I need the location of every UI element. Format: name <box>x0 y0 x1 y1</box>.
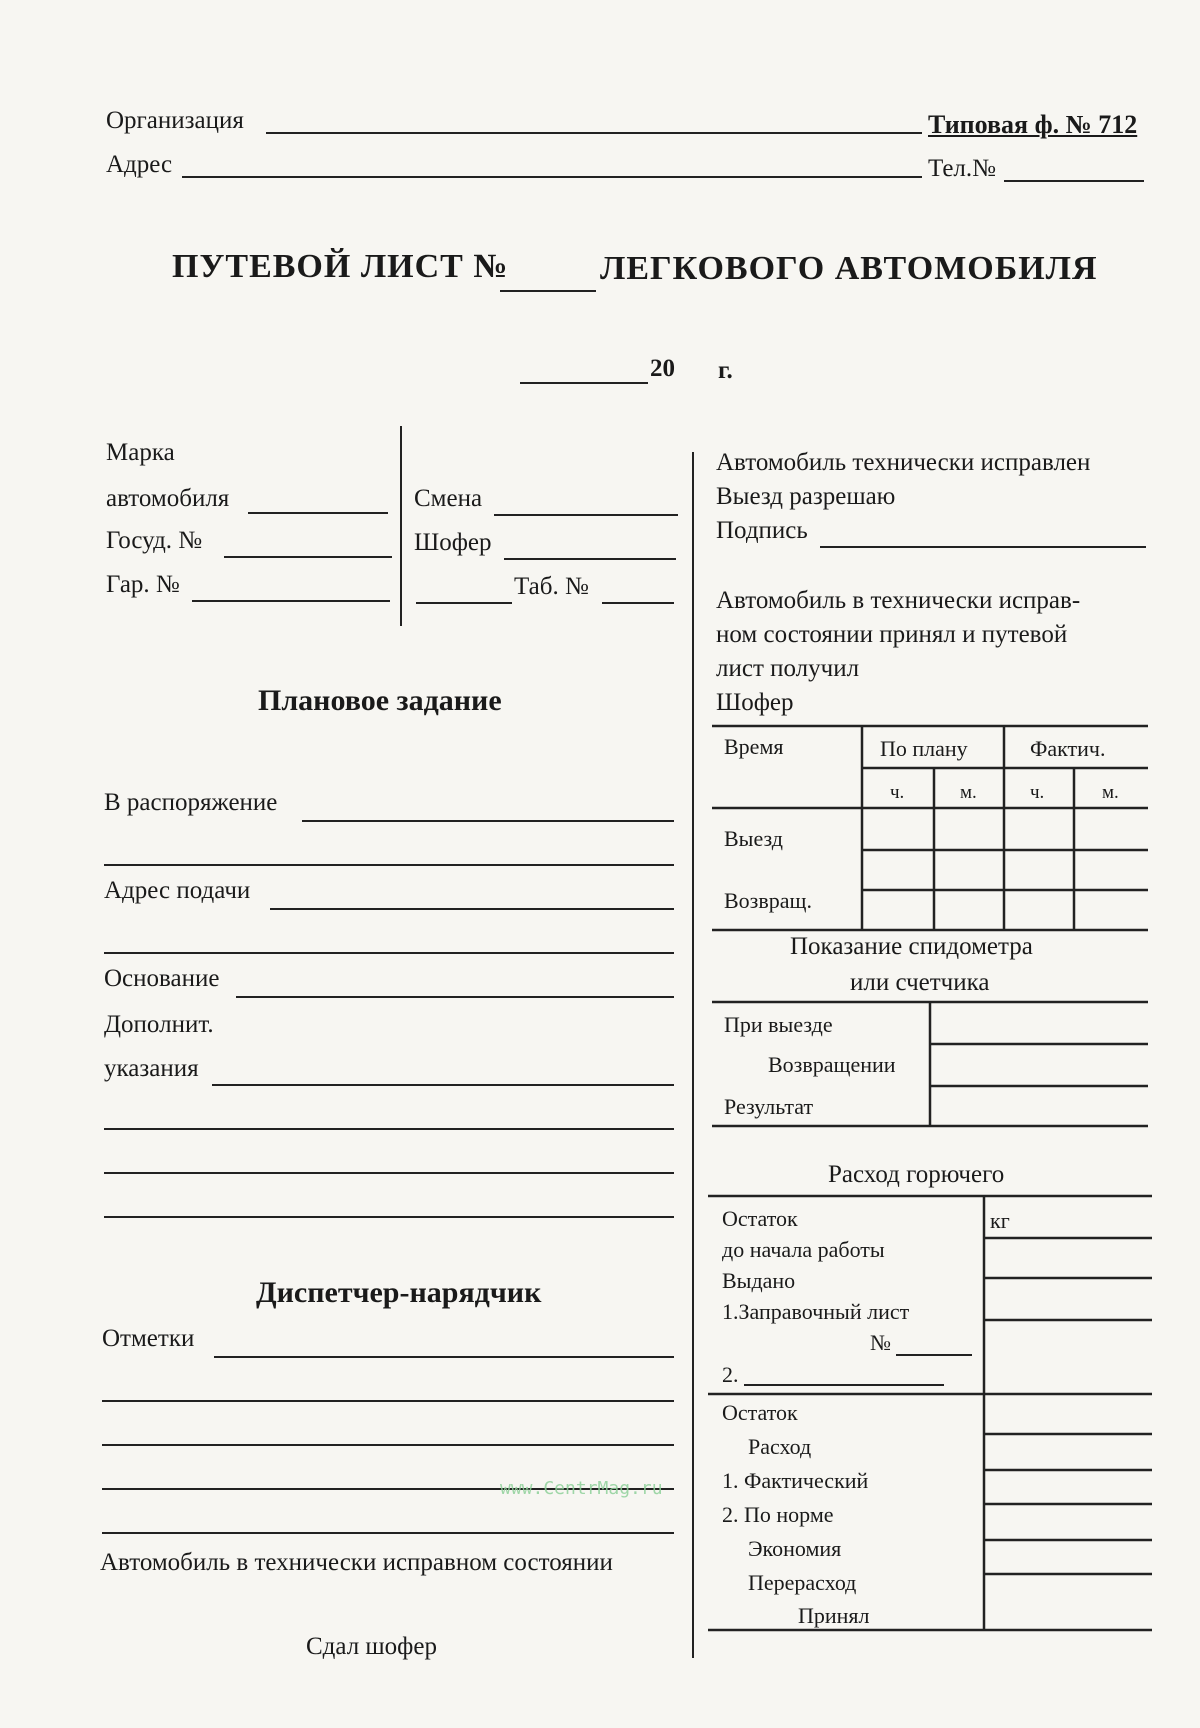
fuel-sheet-no-label: № <box>870 1330 891 1355</box>
driver-label: Шофер <box>414 529 492 556</box>
form-number: Типовая ф. № 712 <box>928 110 1138 139</box>
notes-field-2[interactable] <box>102 1400 674 1402</box>
tech-ok-text: Автомобиль технически исправлен <box>716 449 1091 476</box>
at-exit-label: При выезде <box>724 1012 833 1037</box>
address-label: Адрес <box>106 151 173 178</box>
speedometer-heading-2: или счетчика <box>850 969 990 996</box>
column-divider <box>692 452 694 1658</box>
waybill-number-field[interactable] <box>500 290 596 292</box>
norm-label: 2. По норме <box>722 1502 834 1527</box>
notes-field[interactable] <box>214 1356 674 1358</box>
remain-end-label: Остаток <box>722 1400 798 1425</box>
garage-number-field[interactable] <box>192 600 390 602</box>
return-row-label: Возвращ. <box>724 888 812 913</box>
fact-header: Фактич. <box>1030 736 1106 761</box>
dispatcher-heading: Диспетчер-нарядчик <box>256 1276 542 1309</box>
address-field[interactable] <box>182 176 922 178</box>
additional-field-2[interactable] <box>104 1128 674 1130</box>
notes-field-5[interactable] <box>102 1532 674 1534</box>
accepted-line-3: лист получил <box>716 655 860 682</box>
brand-field[interactable] <box>248 512 388 514</box>
phone-label: Тел.№ <box>928 155 996 182</box>
accepted-line-1: Автомобиль в технически исправ- <box>716 587 1081 614</box>
consumption-label: Расход <box>748 1434 812 1459</box>
signature-label: Подпись <box>716 517 808 544</box>
economy-label: Экономия <box>748 1536 842 1561</box>
brand-label-1: Марка <box>106 439 175 466</box>
actual-label: 1. Фактический <box>722 1468 869 1493</box>
notes-label: Отметки <box>102 1325 195 1352</box>
title-part2: ЛЕГКОВОГО АВТОМОБИЛЯ <box>600 250 1098 287</box>
exit-allowed-text: Выезд разрешаю <box>716 483 896 510</box>
exit-row-label: Выезд <box>724 826 783 851</box>
fact-hours-header: ч. <box>1030 782 1045 803</box>
tab-number-field[interactable] <box>602 602 674 604</box>
organization-label: Организация <box>106 107 244 134</box>
additional-field[interactable] <box>212 1084 674 1086</box>
tab-number-label: Таб. № <box>514 573 589 600</box>
fuel-sheet-no-field[interactable] <box>896 1354 972 1356</box>
handed-over-label: Сдал шофер <box>306 1633 437 1660</box>
disposal-label: В распоряжение <box>104 789 278 816</box>
second-sheet-label: 2. <box>722 1362 739 1387</box>
date-field[interactable] <box>520 382 648 384</box>
additional-field-4[interactable] <box>104 1216 674 1218</box>
fuel-unit: кг <box>990 1208 1010 1233</box>
year-prefix: 20 <box>650 355 675 382</box>
on-return-label: Возвращении <box>768 1052 896 1077</box>
time-header: Время <box>724 734 784 759</box>
delivery-address-label: Адрес подачи <box>104 877 251 904</box>
second-sheet-field[interactable] <box>744 1384 944 1386</box>
title-part1: ПУТЕВОЙ ЛИСТ № <box>172 248 509 285</box>
delivery-address-field[interactable] <box>270 908 674 910</box>
accepted-driver-label: Шофер <box>716 689 794 716</box>
planned-task-heading: Плановое задание <box>258 684 502 717</box>
basis-field[interactable] <box>236 996 674 998</box>
remain-start-label-2: до начала работы <box>722 1237 885 1262</box>
shift-label: Смена <box>414 485 483 512</box>
fuel-heading: Расход горючего <box>828 1161 1005 1188</box>
watermark: www.CentrMag.ru <box>500 1478 663 1499</box>
notes-field-3[interactable] <box>102 1444 674 1446</box>
driver-field[interactable] <box>504 558 676 560</box>
tab-prefix-field[interactable] <box>416 602 512 604</box>
brand-label-2: автомобиля <box>106 485 230 512</box>
speedometer-heading-1: Показание спидометра <box>790 933 1033 960</box>
disposal-field[interactable] <box>302 820 674 822</box>
fuel-sheet-label: 1.Заправочный лист <box>722 1299 910 1324</box>
additional-label-1: Дополнит. <box>104 1011 214 1038</box>
shift-field[interactable] <box>494 514 678 516</box>
overrun-label: Перерасход <box>748 1570 857 1595</box>
accepted-label: Принял <box>798 1603 870 1628</box>
disposal-field-2[interactable] <box>104 864 674 866</box>
fact-minutes-header: м. <box>1102 782 1119 803</box>
additional-label-2: указания <box>104 1055 199 1082</box>
issued-label: Выдано <box>722 1268 796 1293</box>
vehicle-divider <box>400 426 402 626</box>
plan-hours-header: ч. <box>890 782 905 803</box>
accepted-line-2: ном состоянии принял и путевой <box>716 621 1068 648</box>
year-suffix: г. <box>718 357 733 384</box>
remain-start-label-1: Остаток <box>722 1206 798 1231</box>
plan-header: По плану <box>880 736 968 761</box>
additional-field-3[interactable] <box>104 1172 674 1174</box>
garage-number-label: Гар. № <box>106 571 180 598</box>
basis-label: Основание <box>104 965 220 992</box>
plan-minutes-header: м. <box>960 782 977 803</box>
result-label: Результат <box>724 1094 814 1119</box>
state-number-field[interactable] <box>224 556 392 558</box>
delivery-address-field-2[interactable] <box>104 952 674 954</box>
condition-text: Автомобиль в технически исправном состоянии <box>100 1549 613 1576</box>
signature-field[interactable] <box>820 546 1146 548</box>
phone-field[interactable] <box>1004 180 1144 182</box>
organization-field[interactable] <box>266 132 922 134</box>
state-number-label: Госуд. № <box>106 527 203 554</box>
